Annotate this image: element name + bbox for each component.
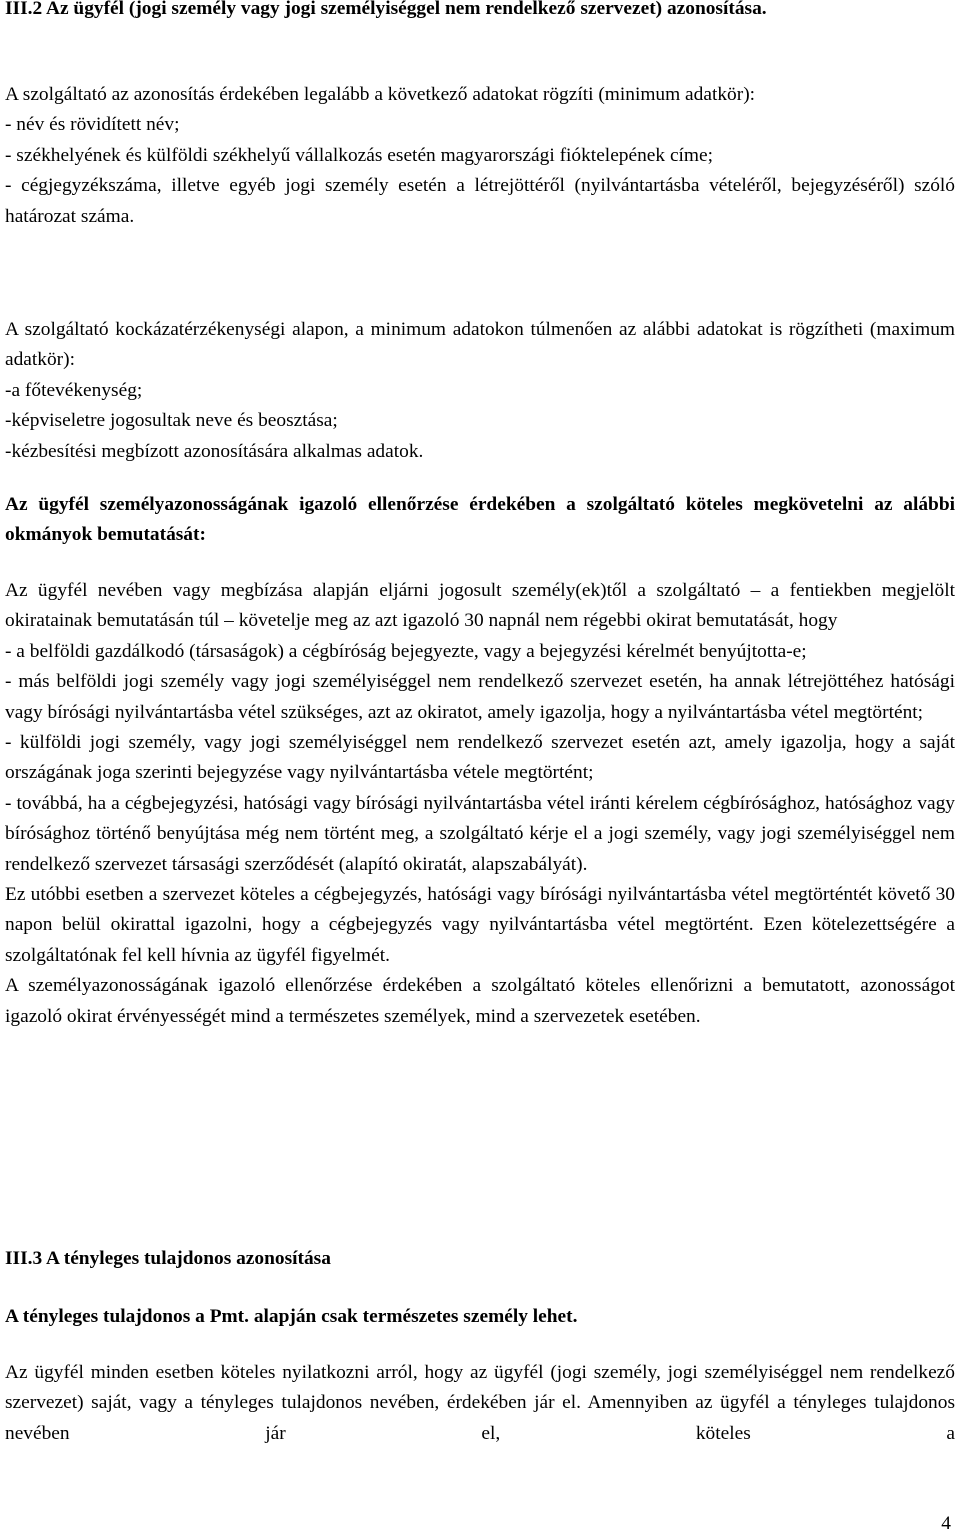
minimum-data-intro: A szolgáltató az azonosítás érdekében legalább a következő adatokat rögzíti (minimum adatkör): bbox=[5, 84, 756, 105]
maximum-data-item: -kézbesítési megbízott azonosítására alkalmas adatok. bbox=[5, 440, 424, 462]
minimum-data-item: - cégjegyzékszáma, illetve egyéb jogi személy esetén a létrejöttéről (nyilvántartásba vételéről, bejegyzéséről) szóló határozat száma. bbox=[5, 175, 955, 227]
declaration-paragraph: Az ügyfél minden esetben köteles nyilatkozni arról, hogy az ügyfél (jogi személy, jogi személyiséggel nem rendelkező szervezet) saját, vagy a tényleges tulajdonos nevében, érdekében jár el. Amennyiben az ügyfél a tényleges tulajdonos nevében jár el, köteles a bbox=[5, 1362, 955, 1444]
page-number: 4 bbox=[941, 1513, 951, 1534]
documents-verification: A személyazonosságának igazoló ellenőrzése érdekében a szolgáltató köteles ellenőrizni a bemutatott, azonosságot igazoló okirat érvényességét mind a természetes személyek, mind a szervezetek esetében. bbox=[5, 975, 955, 1027]
documents-item: - más belföldi jogi személy vagy jogi személyiséggel nem rendelkező szervezet esetén, ha annak létrejöttéhez hatósági vagy bírósági nyilvántartásba vétel szükséges, azt az okiratot, amely igazolja, hogy a nyilvántartásba vétel megtörtént; bbox=[5, 671, 955, 723]
minimum-data-item: - székhelyének és külföldi székhelyű vállalkozás esetén magyarországi fióktelepének címe; bbox=[5, 144, 714, 166]
maximum-data-intro: A szolgáltató kockázatérzékenységi alapon, a minimum adatokon túlmenően az alábbi adatokat is rögzítheti (maximum adatkör): bbox=[5, 319, 955, 371]
maximum-data-item: -képviseletre jogosultak neve és beosztása; bbox=[5, 410, 338, 432]
documents-item: - külföldi jogi személy, vagy jogi személyiséggel nem rendelkező szervezet esetén azt, amely igazolja, hogy a saját országának joga szerinti bejegyzése vagy nyilvántartásba vétele megtörtént; bbox=[5, 732, 955, 784]
documents-followup: Ez utóbbi esetben a szervezet köteles a cégbejegyzés, hatósági vagy bírósági nyilvántartásba vétel megtörténtét követő 30 napon belül okirattal igazolni, hogy a cégbejegyzés vagy nyilvántartásba vétel megtörtént. Ezen kötelezettségére a szolgáltatónak fel kell hívnia az ügyfél figyelmét. bbox=[5, 884, 955, 966]
minimum-data-item: - név és rövidített név; bbox=[5, 114, 180, 136]
documents-item: - továbbá, ha a cégbejegyzési, hatósági vagy bírósági nyilvántartásba vétel iránti kérelem cégbírósághoz, hatósághoz vagy bírósághoz történő benyújtása még nem történt meg, a szolgáltató kérje el a jogi személy, vagy jogi személyiséggel nem rendelkező szervezet társasági szerződését (alapító okiratát, alapszabályát). bbox=[5, 792, 955, 875]
documents-block bbox=[5, 576, 955, 1032]
documents-item: - a belföldi gazdálkodó (társaságok) a cégbíróság bejegyezte, vagy a bejegyzési kérelmét benyújtotta-e; bbox=[5, 640, 807, 662]
minimum-data-block bbox=[5, 80, 955, 232]
section-heading-tenyleges-tulajdonos: III.3 A tényleges tulajdonos azonosítása bbox=[5, 1248, 331, 1269]
documents-intro: Az ügyfél nevében vagy megbízása alapján eljárni jogosult személy(ek)től a szolgáltató – a fentiekben megjelölt okiratainak bemutatásán túl – követelje meg az azt igazoló 30 napnál nem régebbi okirat bemutatását, hogy bbox=[5, 580, 955, 632]
maximum-data-item: -a főtevékenység; bbox=[5, 379, 143, 401]
documents-heading: Az ügyfél személyazonosságának igazoló ellenőrzése érdekében a szolgáltató köteles megkövetelni az alábbi okmányok bemutatását: bbox=[5, 494, 955, 546]
beneficial-owner-statement: A tényleges tulajdonos a Pmt. alapján csak természetes személy lehet. bbox=[5, 1306, 578, 1327]
maximum-data-block bbox=[5, 315, 955, 467]
section-heading-ugyfel-azonositasa: III.2 Az ügyfél (jogi személy vagy jogi személyiséggel nem rendelkező szervezet) azonosítása. bbox=[5, 0, 767, 19]
